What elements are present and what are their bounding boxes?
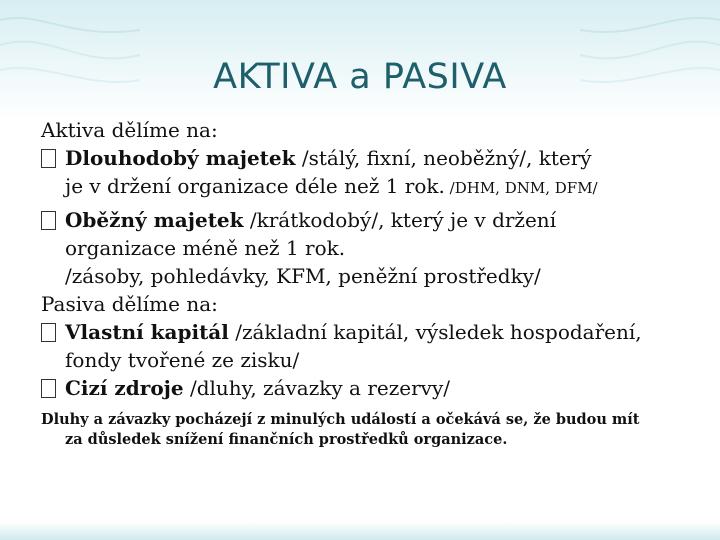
- item-term: Oběžný majetek: [65, 208, 244, 232]
- item-text: je v držení organizace déle než 1 rok.: [65, 174, 445, 198]
- bullet-item-cizi-zdroje: [41, 374, 691, 402]
- item-continuation: [41, 172, 691, 202]
- item-continuation: fondy tvořené ze zisku/: [65, 348, 300, 372]
- bullet-item-dlouhodoby: [41, 144, 691, 172]
- item-continuation: organizace méně než 1 rok.: [65, 236, 346, 260]
- item-note-small: /DHM, DNM, DFM/: [444, 179, 598, 197]
- item-text: /stálý, fixní, neoběžný/, který: [295, 146, 592, 170]
- bullet-item-obezny: [41, 206, 691, 234]
- item-term: Cizí zdroje: [65, 376, 184, 400]
- bullet-box-icon: [41, 318, 65, 346]
- item-text: /základní kapitál, výsledek hospodaření,: [228, 320, 642, 344]
- slide-title: AKTIVA a PASIVA: [213, 57, 507, 97]
- footnote-line-1: Dluhy a závazky pocházejí z minulých událostí a očekává se, že budou mít: [41, 411, 640, 428]
- pasiva-heading: Pasiva dělíme na:: [41, 292, 218, 316]
- slide-content: [41, 116, 691, 450]
- item-text: /dluhy, závazky a rezervy/: [183, 376, 450, 400]
- item-term: Vlastní kapitál: [65, 320, 229, 344]
- bullet-box-icon: [41, 206, 65, 234]
- bullet-box-icon: [41, 374, 65, 402]
- item-continuation: /zásoby, pohledávky, KFM, peněžní prostředky/: [65, 264, 541, 288]
- item-term: Dlouhodobý majetek: [65, 146, 296, 170]
- bullet-box-icon: [41, 144, 65, 172]
- bullet-item-vlastni-kapital: [41, 318, 691, 346]
- aktiva-heading: Aktiva dělíme na:: [41, 118, 218, 142]
- item-text: /krátkodobý/, který je v držení: [243, 208, 557, 232]
- footer-background: [0, 522, 720, 540]
- footnote-line-2: za důsledek snížení finančních prostředků organizace.: [65, 431, 508, 448]
